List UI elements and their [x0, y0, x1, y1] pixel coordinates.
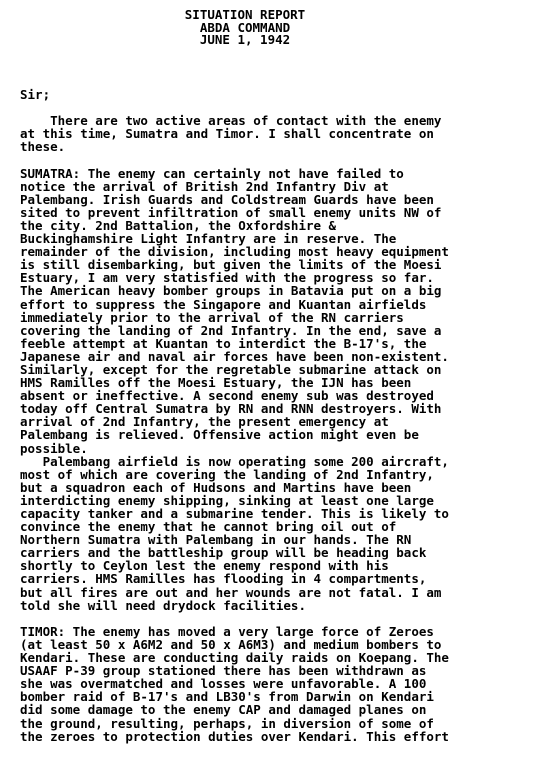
text-line: covering the landing of 2nd Infantry. In the end, save a	[20, 322, 442, 338]
text-line: SUMATRA: The enemy can certainly not have failed to	[20, 165, 404, 181]
report-title: SITUATION REPORT	[184, 7, 306, 22]
text-line: interdicting enemy shipping, sinking at least one large	[20, 492, 434, 508]
text-line: effort to suppress the Singapore and Kuantan airfields	[20, 296, 427, 312]
text-line: sited to prevent infiltration of small enemy units NW of	[20, 204, 442, 220]
intro-paragraph	[20, 114, 552, 153]
text-line: feeble attempt at Kuantan to interdict the B-17's, the	[20, 335, 427, 351]
text-line: these.	[20, 139, 66, 155]
text-line: convince the enemy that he cannot bring oil out of	[20, 519, 397, 535]
report-command: ABDA COMMAND	[199, 19, 291, 35]
text-line: Japanese air and naval air forces have been non-existent.	[20, 348, 449, 364]
text-line: USAAF P-39 group stationed there has been withdrawn as	[20, 663, 427, 679]
text-line: is still disembarking, but given the limits of the Moesi	[20, 257, 442, 273]
text-line: (at least 50 x A6M2 and 50 x A6M3) and medium bombers to	[20, 636, 442, 652]
text-line: carriers and the battleship group will be heading back	[20, 545, 427, 561]
text-line: bomber raid of B-17's and LB30's from Darwin on Kendari	[20, 689, 434, 705]
report-body	[20, 88, 552, 743]
text-line: Kendari. These are conducting daily raids on Koepang. The	[20, 650, 449, 666]
paragraph-gap	[20, 612, 552, 625]
text-line: Palembang is relieved. Offensive action might even be	[20, 427, 419, 443]
text-line: possible.	[20, 440, 88, 456]
text-line: told she will need drydock facilities.	[20, 597, 306, 613]
text-line: There are two active areas of contact with the enemy	[20, 113, 442, 129]
text-line: Northern Sumatra with Palembang in our hands. The RN	[20, 532, 412, 548]
text-line: but a squadron each of Hudsons and Martins have been	[20, 479, 412, 495]
text-line: HMS Ramilles off the Moesi Estuary, the IJN has been	[20, 375, 412, 391]
text-line: the city. 2nd Battalion, the Oxfordshire &	[20, 217, 337, 233]
text-line: The American heavy bomber groups in Batavia put on a big	[20, 283, 442, 299]
text-line: Palembang. Irish Guards and Coldstream Guards have been	[20, 191, 434, 207]
text-line: remainder of the division, including most heavy equipment	[20, 244, 449, 260]
paragraph-gap	[20, 153, 552, 166]
salutation: Sir;	[20, 87, 51, 102]
text-line: capacity tanker and a submarine tender. This is likely to	[20, 506, 449, 521]
text-line: absent or ineffective. A second enemy sub was destroyed	[20, 388, 434, 404]
text-line: Buckinghamshire Light Infantry are in reserve. The	[20, 231, 397, 247]
text-line: the ground, resulting, perhaps, in diversion of some of	[20, 715, 434, 731]
text-line: the zeroes to protection duties over Kendari. This effort	[20, 728, 449, 744]
text-line: but all fires are out and her wounds are not fatal. I am	[20, 584, 442, 600]
report-header	[0, 9, 490, 47]
sumatra-section	[20, 167, 552, 612]
text-line: at this time, Sumatra and Timor. I shall concentrate on	[20, 126, 434, 142]
text-line: immediately prior to the arrival of the RN carriers	[20, 309, 404, 325]
text-line: she was overmatched and losses were unfavorable. A 100	[20, 676, 427, 692]
report-date: JUNE 1, 1942	[199, 32, 291, 47]
text-line: Palembang airfield is now operating some 200 aircraft,	[20, 453, 449, 469]
text-line: did some damage to the enemy CAP and damaged planes on	[20, 702, 427, 718]
text-line: carriers. HMS Ramilles has flooding in 4 compartments,	[20, 571, 427, 587]
text-line: arrival of 2nd Infantry, the present emergency at	[20, 414, 389, 430]
text-line: Similarly, except for the regretable submarine attack on	[20, 361, 442, 377]
text-line: TIMOR: The enemy has moved a very large force of Zeroes	[20, 623, 434, 639]
text-line: shortly to Ceylon lest the enemy respond with his	[20, 558, 389, 574]
text-line: today off Central Sumatra by RN and RNN destroyers. With	[20, 401, 442, 417]
text-line: notice the arrival of British 2nd Infantry Div at	[20, 178, 389, 194]
text-line: most of which are covering the landing of 2nd Infantry,	[20, 466, 434, 482]
timor-section	[20, 625, 552, 743]
text-line: Estuary, I am very statisfied with the progress so far.	[20, 270, 434, 286]
